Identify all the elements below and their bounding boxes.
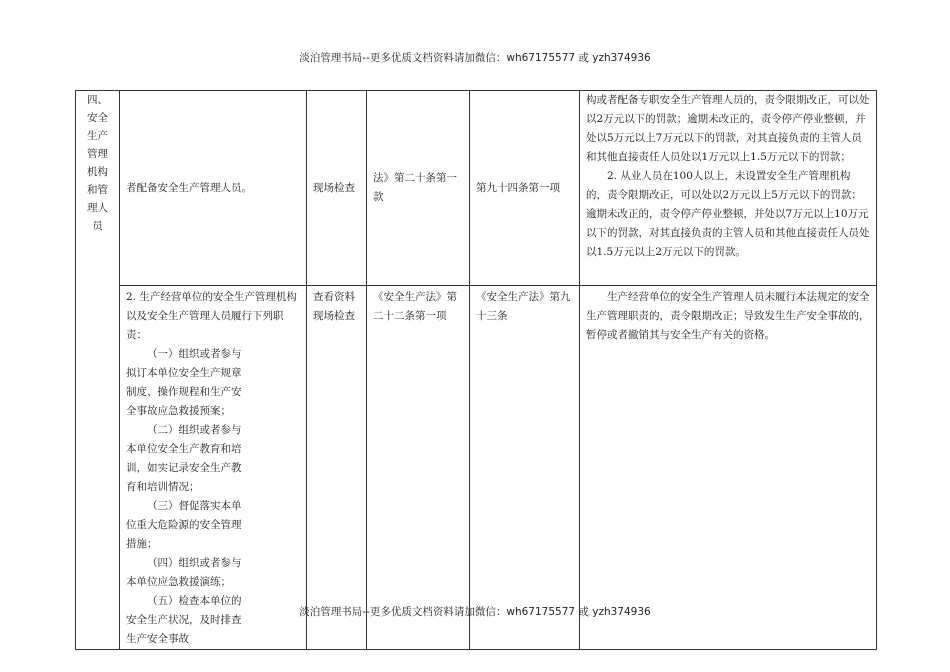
duty-item: （四）组织或者参与本单位应急救援演练； — [126, 557, 242, 588]
penalty-paragraph: 构或者配备专职安全生产管理人员的，责令限期改正，可以处以2万元以下的罚款；逾期未改正的，责令停产停业整顿，并处以5万元以上7万元以下的罚款，对其直接负责的主管人员和其他直接责任人员处以1万元以上1.5万元以下的罚款； — [586, 94, 870, 163]
penalty-cell — [580, 286, 877, 650]
table-row — [76, 286, 877, 650]
basis-cell: 法》第二十条第一款 — [367, 91, 470, 286]
category-label: 四、安全生产管理机构和管理人员 — [87, 94, 108, 232]
requirement-cell: 者配备安全生产管理人员。 — [120, 91, 307, 286]
requirement-cell — [120, 286, 307, 650]
penalty-paragraph: 2. 从业人员在100人以上，未设置安全生产管理机构的，责令限期改正，可以处以2万元以上5万元以下的罚款；逾期未改正的，责令停产停业整顿，并处以7万元以上10万元以下的罚款，对其直接负责的主管人员和其他直接责任人员处以1.5万元以上2万元以下的罚款。 — [586, 170, 870, 258]
duty-item: （二）组织或者参与本单位安全生产教育和培训，如实记录安全生产教育和培训情况； — [126, 424, 242, 493]
duty-item: （一）组织或者参与拟订本单位安全生产规章制度、操作规程和生产安全事故应急救援预案； — [126, 348, 242, 417]
penalty-cell — [580, 91, 877, 286]
method-cell: 查看资料现场检查 — [307, 286, 367, 650]
penalty-paragraph: 生产经营单位的安全生产管理人员未履行本法规定的安全生产管理职责的，责令限期改正；导致发生生产安全事故的，暂停或者撤销其与安全生产有关的资格。 — [586, 291, 870, 341]
penalty-basis-cell: 第九十四条第一项 — [470, 91, 580, 286]
basis-cell: 《安全生产法》第二十二条第一项 — [367, 286, 470, 650]
duty-item: （三）督促落实本单位重大危险源的安全管理措施； — [126, 500, 242, 550]
page-header: 淡泊管理书局--更多优质文档资料请加微信：wh67175577 或 yzh374936 — [299, 52, 651, 64]
regulation-table — [75, 90, 877, 650]
table-row — [76, 91, 877, 286]
duty-item: （五）检查本单位的安全生产状况，及时排查生产安全事故 — [126, 595, 242, 645]
method-cell: 现场检查 — [307, 91, 367, 286]
page-footer: 淡泊管理书局--更多优质文档资料请加微信：wh67175577 或 yzh374936 — [299, 606, 651, 618]
requirement-paragraph: 2. 生产经营单位的安全生产管理机构以及安全生产管理人员履行下列职责： — [126, 291, 297, 341]
category-cell — [76, 91, 120, 650]
penalty-basis-cell: 《安全生产法》第九十三条 — [470, 286, 580, 650]
